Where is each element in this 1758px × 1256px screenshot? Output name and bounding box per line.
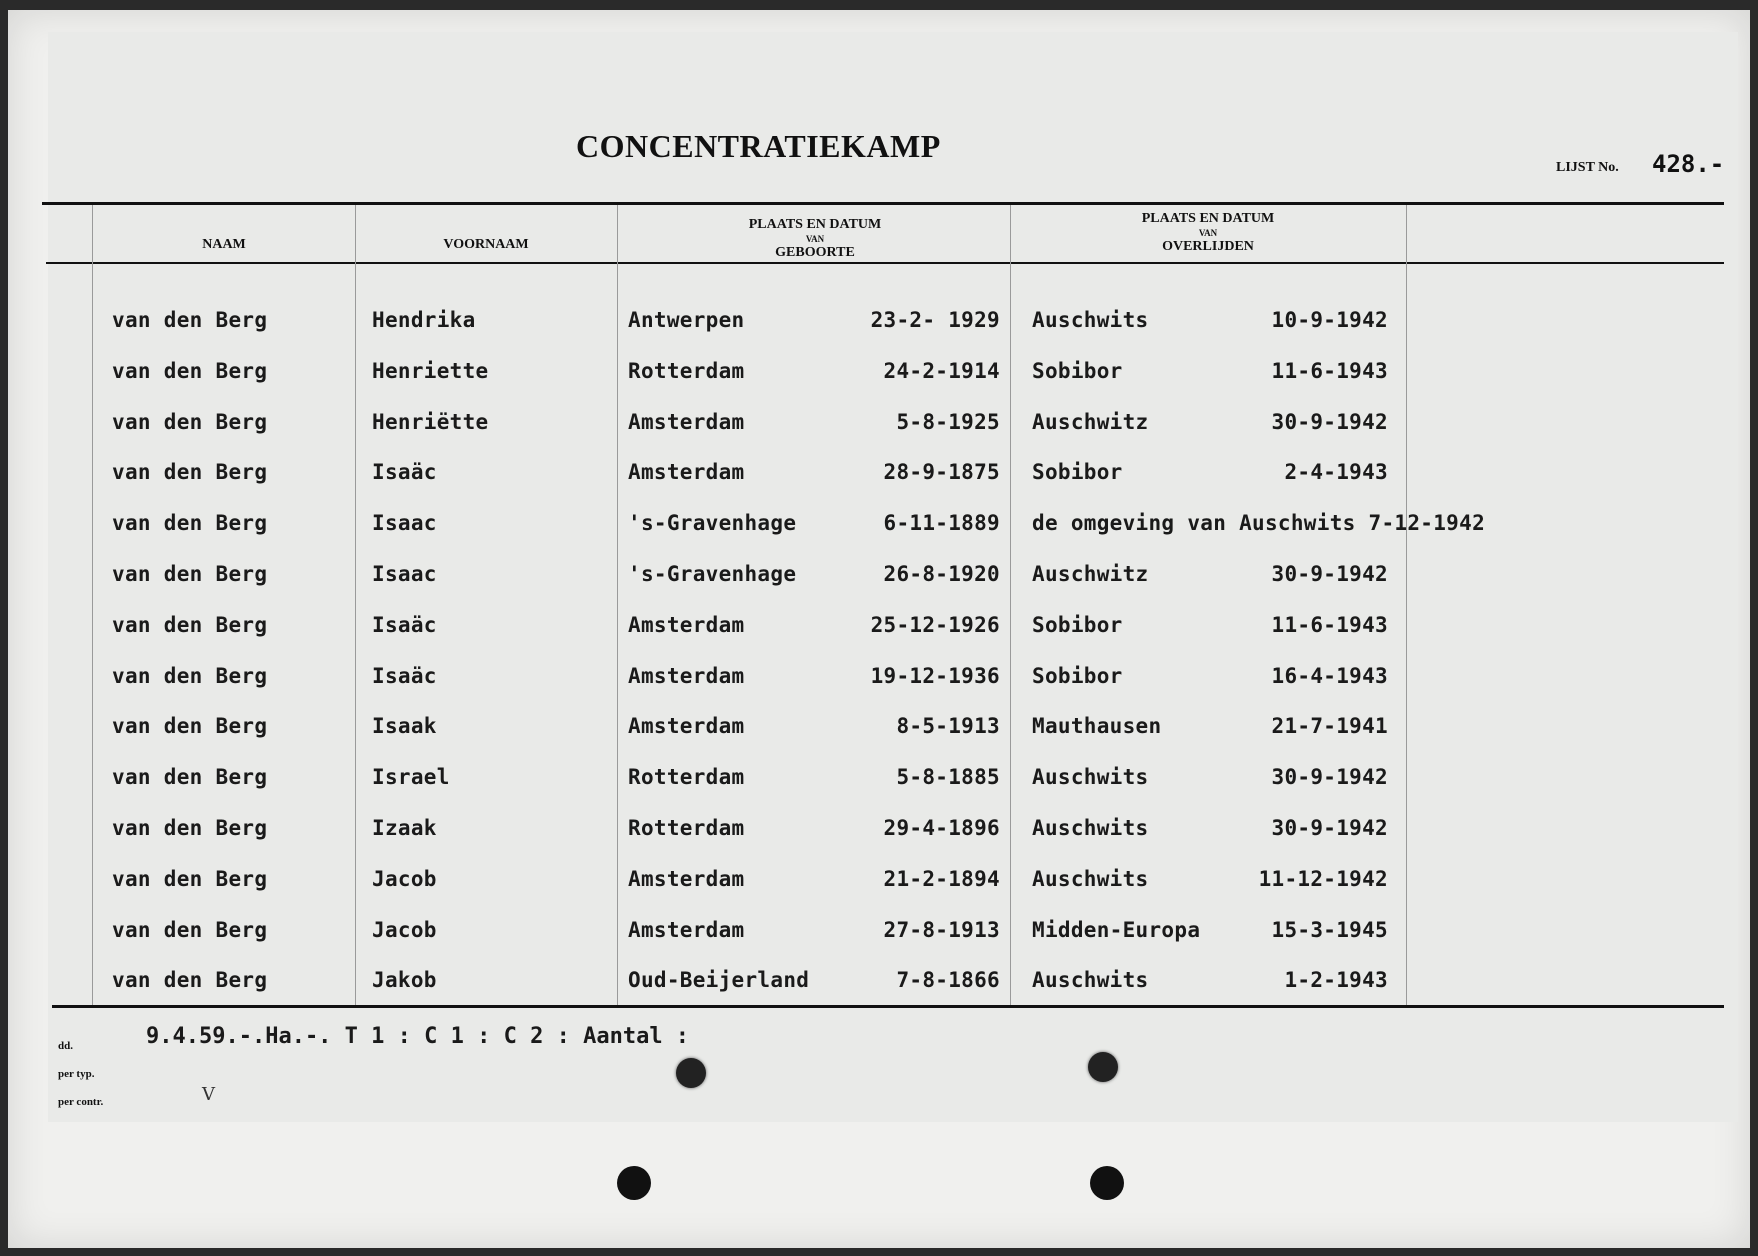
cell-overlijden-datum: 21-7-1941 <box>1271 714 1388 738</box>
cell-naam: van den Berg <box>112 460 268 484</box>
cell-voornaam: Henriëtte <box>372 410 489 434</box>
cell-naam: van den Berg <box>112 359 268 383</box>
header-overlijden: PLAATS EN DATUM VAN OVERLIJDEN <box>1141 211 1275 254</box>
cell-overlijden-datum: 11-6-1943 <box>1271 359 1388 383</box>
cell-geboorte-datum: 8-5-1913 <box>896 714 1000 738</box>
cell-naam: van den Berg <box>112 714 268 738</box>
cell-geboorte-datum: 21-2-1894 <box>883 867 1000 891</box>
cell-voornaam: Izaak <box>372 816 437 840</box>
cell-overlijden-datum: 2-4-1943 <box>1284 460 1388 484</box>
cell-geboorte-plaats: Rotterdam <box>628 765 745 789</box>
cell-voornaam: Isaac <box>372 511 437 535</box>
cell-naam: van den Berg <box>112 664 268 688</box>
cell-overlijden-datum: 30-9-1942 <box>1271 816 1388 840</box>
cell-overlijden-plaats: Auschwitz <box>1032 410 1149 434</box>
cell-voornaam: Hendrika <box>372 308 476 332</box>
dd-label: dd. <box>58 1040 73 1052</box>
cell-geboorte-plaats: 's-Gravenhage <box>628 511 797 535</box>
cell-voornaam: Isaac <box>372 562 437 586</box>
cell-naam: van den Berg <box>112 511 268 535</box>
cell-naam: van den Berg <box>112 308 268 332</box>
bottom-rule <box>52 1005 1724 1008</box>
header-geboorte: PLAATS EN DATUM VAN GEBOORTE <box>748 217 882 260</box>
cell-geboorte-datum: 5-8-1885 <box>896 765 1000 789</box>
cell-geboorte-datum: 23-2- 1929 <box>870 308 1000 332</box>
header-naam: NAAM <box>202 237 246 252</box>
cell-naam: van den Berg <box>112 918 268 942</box>
cell-voornaam: Israel <box>372 765 450 789</box>
cell-overlijden-plaats: Mauthausen <box>1032 714 1162 738</box>
header-rule <box>46 262 1724 264</box>
cell-geboorte-datum: 27-8-1913 <box>883 918 1000 942</box>
cell-voornaam: Jakob <box>372 968 437 992</box>
cell-geboorte-datum: 29-4-1896 <box>883 816 1000 840</box>
control-checkmark: V <box>202 1084 215 1105</box>
cell-geboorte-plaats: Amsterdam <box>628 714 745 738</box>
cell-voornaam: Isaäc <box>372 613 437 637</box>
cell-overlijden-datum: 11-6-1943 <box>1271 613 1388 637</box>
cell-geboorte-plaats: Rotterdam <box>628 359 745 383</box>
cell-overlijden-plaats: Auschwits <box>1032 765 1149 789</box>
cell-overlijden-plaats: Midden-Europa <box>1032 918 1201 942</box>
cell-voornaam: Isaäc <box>372 460 437 484</box>
cell-overlijden-plaats: Auschwits <box>1032 968 1149 992</box>
cell-geboorte-datum: 19-12-1936 <box>870 664 1000 688</box>
cell-voornaam: Isaäc <box>372 664 437 688</box>
cell-overlijden-plaats: Auschwits <box>1032 867 1149 891</box>
cell-geboorte-plaats: Amsterdam <box>628 613 745 637</box>
punch-hole <box>1088 1052 1118 1082</box>
cell-geboorte-datum: 7-8-1866 <box>896 968 1000 992</box>
cell-voornaam: Henriette <box>372 359 489 383</box>
punch-hole <box>676 1058 706 1088</box>
cell-naam: van den Berg <box>112 968 268 992</box>
column-divider-2 <box>355 205 356 1005</box>
page-title: CONCENTRATIEKAMP <box>576 128 941 164</box>
cell-geboorte-datum: 5-8-1925 <box>896 410 1000 434</box>
cell-geboorte-plaats: Antwerpen <box>628 308 745 332</box>
cell-geboorte-datum: 24-2-1914 <box>883 359 1000 383</box>
dd-stamp-text: 9.4.59.-.Ha.-. T 1 : C 1 : C 2 : Aantal : <box>146 1024 690 1049</box>
cell-geboorte-datum: 28-9-1875 <box>883 460 1000 484</box>
cell-overlijden-datum: 1-2-1943 <box>1284 968 1388 992</box>
cell-geboorte-plaats: Rotterdam <box>628 816 745 840</box>
cell-overlijden-datum: 30-9-1942 <box>1271 765 1388 789</box>
cell-geboorte-datum: 6-11-1889 <box>883 511 1000 535</box>
list-number-label: LIJST No. <box>1556 160 1619 175</box>
per-typ-label: per typ. <box>58 1068 95 1080</box>
cell-geboorte-plaats: Amsterdam <box>628 867 745 891</box>
cell-overlijden-datum: 10-9-1942 <box>1271 308 1388 332</box>
cell-overlijden-datum: 16-4-1943 <box>1271 664 1388 688</box>
cell-geboorte-plaats: Oud-Beijerland <box>628 968 810 992</box>
cell-overlijden-datum: 15-3-1945 <box>1271 918 1388 942</box>
cell-overlijden-plaats: Sobibor <box>1032 613 1123 637</box>
cell-naam: van den Berg <box>112 562 268 586</box>
cell-overlijden-datum: 30-9-1942 <box>1271 562 1388 586</box>
cell-overlijden-plaats: Auschwits <box>1032 308 1149 332</box>
cell-geboorte-plaats: Amsterdam <box>628 460 745 484</box>
list-number: 428.- <box>1652 150 1725 178</box>
cell-voornaam: Isaak <box>372 714 437 738</box>
cell-naam: van den Berg <box>112 867 268 891</box>
column-divider-4 <box>1010 205 1011 1005</box>
header-voornaam: VOORNAAM <box>443 237 529 252</box>
cell-overlijden-plaats: Sobibor <box>1032 664 1123 688</box>
cell-naam: van den Berg <box>112 613 268 637</box>
per-contr-label: per contr. <box>58 1096 104 1108</box>
cell-overlijden-datum: 30-9-1942 <box>1271 410 1388 434</box>
cell-overlijden-datum: 11-12-1942 <box>1258 867 1388 891</box>
cell-geboorte-plaats: Amsterdam <box>628 410 745 434</box>
cell-overlijden-plaats: Sobibor <box>1032 460 1123 484</box>
cell-overlijden-plaats: Sobibor <box>1032 359 1123 383</box>
cell-naam: van den Berg <box>112 765 268 789</box>
punch-hole <box>1090 1166 1124 1200</box>
cell-overlijden-plaats: de omgeving van Auschwits 7-12-1942 <box>1032 511 1486 535</box>
cell-naam: van den Berg <box>112 410 268 434</box>
top-rule <box>42 202 1724 205</box>
cell-geboorte-datum: 26-8-1920 <box>883 562 1000 586</box>
cell-geboorte-plaats: Amsterdam <box>628 918 745 942</box>
cell-voornaam: Jacob <box>372 867 437 891</box>
column-divider-3 <box>617 205 618 1005</box>
cell-overlijden-plaats: Auschwitz <box>1032 562 1149 586</box>
column-divider-5 <box>1406 205 1407 1005</box>
cell-overlijden-plaats: Auschwits <box>1032 816 1149 840</box>
column-divider-1 <box>92 205 93 1005</box>
cell-geboorte-plaats: 's-Gravenhage <box>628 562 797 586</box>
cell-naam: van den Berg <box>112 816 268 840</box>
cell-geboorte-plaats: Amsterdam <box>628 664 745 688</box>
cell-voornaam: Jacob <box>372 918 437 942</box>
punch-hole <box>617 1166 651 1200</box>
cell-geboorte-datum: 25-12-1926 <box>870 613 1000 637</box>
